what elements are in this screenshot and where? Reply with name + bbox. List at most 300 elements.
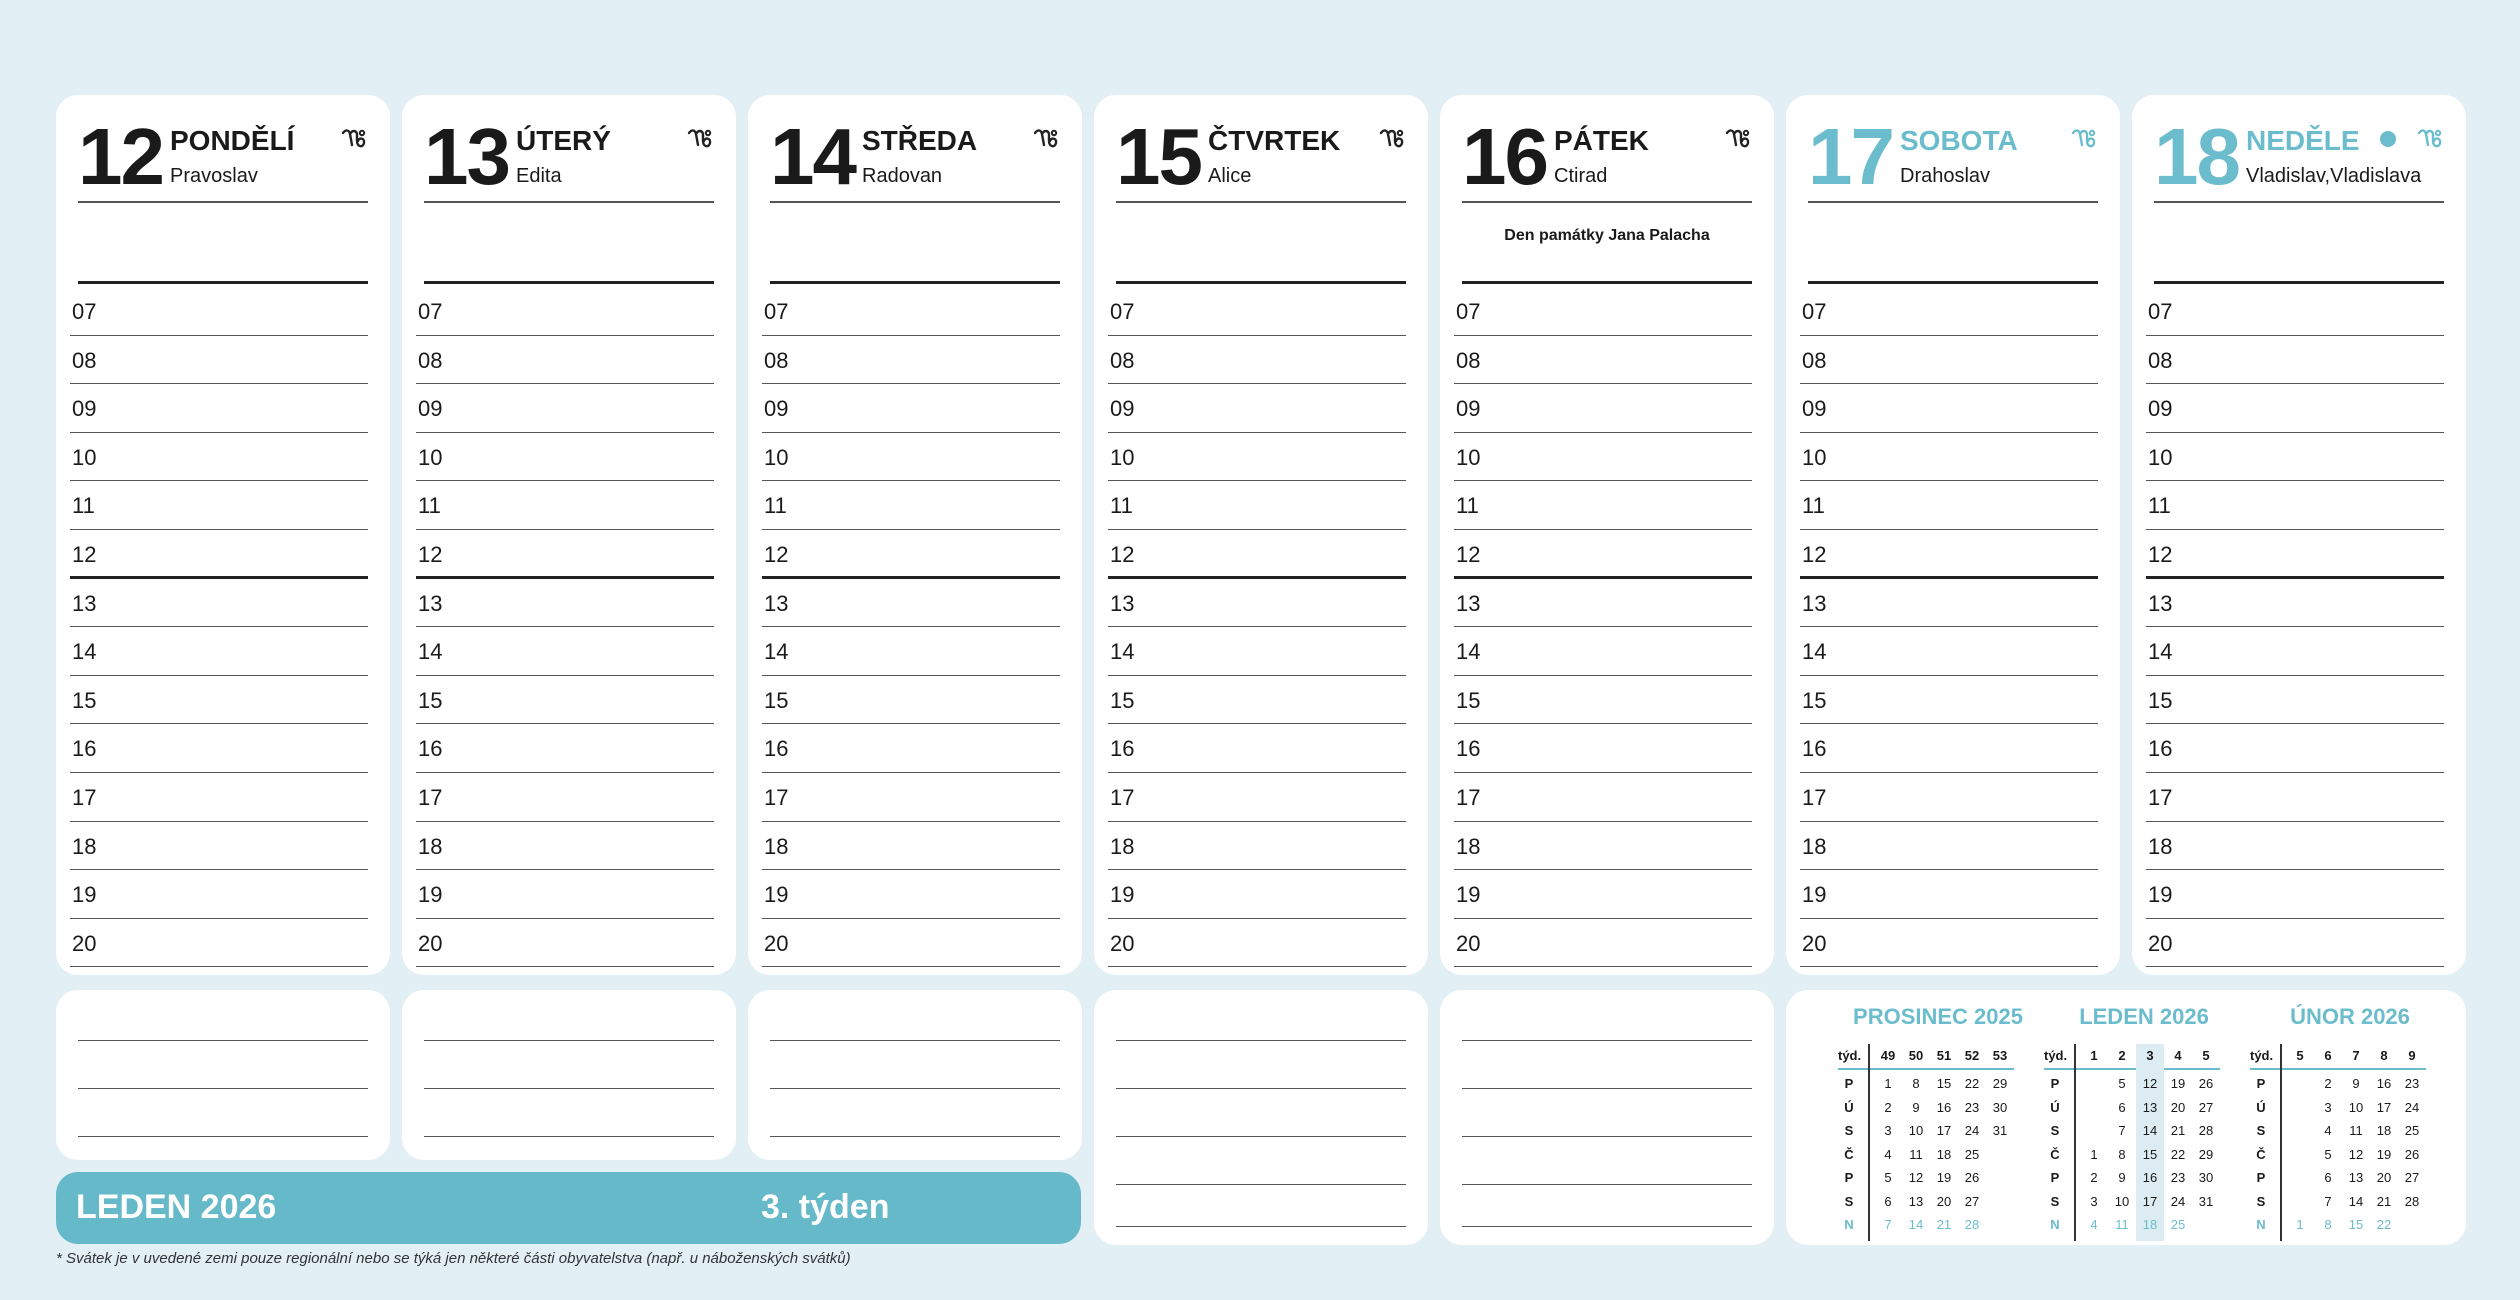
hour-row[interactable] bbox=[1800, 870, 2098, 919]
day-nameday: Ctirad bbox=[1554, 165, 1608, 187]
banner-week: 3. týden bbox=[761, 1188, 890, 1226]
date-cell: 31 bbox=[2198, 1193, 2214, 1209]
hour-row[interactable] bbox=[1454, 336, 1752, 385]
hour-row[interactable] bbox=[1108, 579, 1406, 628]
week-number: 51 bbox=[1936, 1048, 1952, 1063]
hour-row[interactable] bbox=[762, 627, 1060, 676]
date-cell: 4 bbox=[1884, 1146, 1892, 1162]
hour-label: 17 bbox=[764, 784, 789, 810]
weekday-label: Ú bbox=[1844, 1099, 1854, 1115]
hour-row[interactable] bbox=[1800, 724, 2098, 773]
hour-row[interactable] bbox=[70, 336, 368, 385]
day-column[interactable] bbox=[1440, 95, 1774, 975]
hour-row[interactable] bbox=[1108, 384, 1406, 433]
weekday-label: S bbox=[1844, 1123, 1854, 1138]
hour-list bbox=[1454, 287, 1752, 967]
hour-row[interactable] bbox=[70, 676, 368, 725]
weekday-label: Č bbox=[1844, 1146, 1854, 1162]
hour-row[interactable] bbox=[1108, 287, 1406, 336]
hour-row[interactable] bbox=[1454, 481, 1752, 530]
capricorn-icon bbox=[1032, 125, 1060, 153]
hour-label: 17 bbox=[418, 784, 443, 810]
hour-row[interactable] bbox=[70, 384, 368, 433]
hour-label: 15 bbox=[764, 687, 789, 713]
hour-row[interactable] bbox=[70, 530, 368, 579]
mini-calendar-divider bbox=[1868, 1044, 1870, 1241]
hour-label: 20 bbox=[764, 930, 789, 956]
hour-row[interactable] bbox=[1454, 627, 1752, 676]
hour-row[interactable] bbox=[1454, 384, 1752, 433]
notes-card-1[interactable] bbox=[56, 990, 390, 1160]
hour-label: 13 bbox=[2148, 590, 2173, 616]
hour-row[interactable] bbox=[1800, 676, 2098, 725]
date-cell: 10 bbox=[2348, 1099, 2364, 1115]
hour-list bbox=[2146, 287, 2444, 967]
hour-row[interactable] bbox=[2146, 676, 2444, 725]
date-cell: 25 bbox=[1964, 1146, 1980, 1162]
hour-label: 10 bbox=[1802, 444, 1827, 470]
notes-card-3[interactable] bbox=[748, 990, 1082, 1160]
hour-label: 12 bbox=[1110, 541, 1135, 567]
hour-row[interactable] bbox=[1454, 773, 1752, 822]
date-cell: 11 bbox=[1909, 1146, 1923, 1162]
date-cell: 13 bbox=[1908, 1193, 1924, 1209]
day-nameday: Radovan bbox=[862, 165, 943, 187]
hour-row[interactable] bbox=[416, 384, 714, 433]
date-cell: 2 bbox=[1884, 1099, 1892, 1115]
day-nameday: Vladislav,Vladislava bbox=[2246, 165, 2422, 187]
day-name: ČTVRTEK bbox=[1208, 125, 1341, 156]
hour-label: 12 bbox=[1802, 541, 1827, 567]
notes-card-5[interactable] bbox=[1440, 990, 1774, 1245]
hour-row[interactable] bbox=[1454, 822, 1752, 871]
hour-label: 18 bbox=[1456, 833, 1481, 859]
hour-row[interactable] bbox=[2146, 530, 2444, 579]
hour-label: 15 bbox=[1456, 687, 1481, 713]
day-name: SOBOTA bbox=[1900, 125, 2018, 156]
hour-row[interactable] bbox=[70, 433, 368, 482]
date-cell: 15 bbox=[2142, 1146, 2158, 1162]
hour-label: 18 bbox=[2148, 833, 2173, 859]
hour-row[interactable] bbox=[762, 870, 1060, 919]
hour-row[interactable] bbox=[1108, 481, 1406, 530]
hour-label: 20 bbox=[1802, 930, 1827, 956]
hour-row[interactable] bbox=[1454, 287, 1752, 336]
hour-row[interactable] bbox=[70, 627, 368, 676]
day-note[interactable] bbox=[1808, 201, 2098, 284]
notes-card-4[interactable] bbox=[1094, 990, 1428, 1245]
hour-label: 09 bbox=[418, 396, 443, 422]
hour-row[interactable] bbox=[1454, 530, 1752, 579]
hour-list bbox=[70, 287, 368, 967]
hour-row[interactable] bbox=[2146, 919, 2444, 968]
hour-label: 20 bbox=[418, 930, 443, 956]
hour-row[interactable] bbox=[416, 287, 714, 336]
weekday-label: P bbox=[2050, 1076, 2060, 1091]
hour-label: 10 bbox=[418, 444, 443, 470]
hour-row[interactable] bbox=[762, 579, 1060, 628]
hour-label: 20 bbox=[1456, 930, 1481, 956]
day-column[interactable] bbox=[748, 95, 1082, 975]
date-cell: 11 bbox=[2349, 1123, 2363, 1138]
hour-row[interactable] bbox=[70, 287, 368, 336]
date-cell: 23 bbox=[1964, 1099, 1980, 1115]
hour-label: 15 bbox=[1110, 687, 1135, 713]
date-cell: 16 bbox=[2142, 1170, 2158, 1185]
date-cell: 28 bbox=[2404, 1193, 2420, 1209]
hour-row[interactable] bbox=[1454, 919, 1752, 968]
hour-row[interactable] bbox=[1800, 822, 2098, 871]
hour-row[interactable] bbox=[762, 530, 1060, 579]
date-cell: 22 bbox=[2170, 1146, 2186, 1162]
hour-label: 17 bbox=[72, 784, 97, 810]
hour-label: 07 bbox=[2148, 299, 2173, 324]
day-header bbox=[424, 112, 714, 203]
hour-list bbox=[416, 287, 714, 967]
date-cell: 25 bbox=[2170, 1217, 2186, 1232]
mini-calendar-title: PROSINEC 2025 bbox=[1853, 1004, 2023, 1029]
hour-row[interactable] bbox=[1454, 676, 1752, 725]
date-cell: 10 bbox=[2114, 1193, 2130, 1209]
hour-row[interactable] bbox=[1108, 773, 1406, 822]
date-cell: 2 bbox=[2090, 1170, 2098, 1185]
notes-card-2[interactable] bbox=[402, 990, 736, 1160]
hour-row[interactable] bbox=[70, 870, 368, 919]
date-cell: 20 bbox=[1936, 1193, 1952, 1209]
hour-row[interactable] bbox=[762, 287, 1060, 336]
hour-row[interactable] bbox=[1800, 287, 2098, 336]
week-label: týd. bbox=[2250, 1048, 2274, 1063]
hour-row[interactable] bbox=[416, 579, 714, 628]
hour-row[interactable] bbox=[70, 579, 368, 628]
hour-row[interactable] bbox=[1800, 481, 2098, 530]
week-number: 3 bbox=[2146, 1048, 2154, 1063]
hour-row[interactable] bbox=[762, 822, 1060, 871]
hour-label: 19 bbox=[72, 882, 97, 908]
date-cell: 16 bbox=[1936, 1099, 1952, 1115]
hour-row[interactable] bbox=[1800, 384, 2098, 433]
hour-row[interactable] bbox=[416, 627, 714, 676]
hour-row[interactable] bbox=[1454, 579, 1752, 628]
banner-month: LEDEN 2026 bbox=[76, 1188, 277, 1226]
hour-row[interactable] bbox=[2146, 287, 2444, 336]
hour-label: 09 bbox=[1456, 396, 1481, 422]
hour-row[interactable] bbox=[416, 919, 714, 968]
weekday-label: P bbox=[2050, 1170, 2060, 1185]
weekday-label: Č bbox=[2050, 1146, 2060, 1162]
hour-label: 18 bbox=[1802, 833, 1827, 859]
hour-row[interactable] bbox=[2146, 579, 2444, 628]
hour-row[interactable] bbox=[1800, 530, 2098, 579]
hour-label: 08 bbox=[1802, 347, 1827, 373]
day-note[interactable] bbox=[770, 201, 1060, 284]
mini-calendar-title: LEDEN 2026 bbox=[2079, 1004, 2209, 1029]
date-cell: 4 bbox=[2324, 1123, 2332, 1138]
hour-row[interactable] bbox=[1454, 433, 1752, 482]
hour-row[interactable] bbox=[416, 530, 714, 579]
hour-label: 17 bbox=[1802, 784, 1827, 810]
date-cell: 11 bbox=[2115, 1217, 2129, 1232]
weekday-label: P bbox=[2256, 1076, 2266, 1091]
capricorn-icon bbox=[2070, 125, 2098, 153]
hour-label: 16 bbox=[764, 736, 789, 762]
date-cell: 27 bbox=[1964, 1193, 1980, 1209]
hour-row[interactable] bbox=[2146, 481, 2444, 530]
hour-row[interactable] bbox=[416, 336, 714, 385]
hour-row[interactable] bbox=[762, 384, 1060, 433]
hour-label: 16 bbox=[418, 736, 443, 762]
date-cell: 12 bbox=[2348, 1146, 2364, 1162]
day-number: 17 bbox=[1808, 112, 1893, 201]
hour-row[interactable] bbox=[1108, 822, 1406, 871]
hour-row[interactable] bbox=[762, 481, 1060, 530]
hour-row[interactable] bbox=[1800, 627, 2098, 676]
hour-label: 13 bbox=[764, 590, 789, 616]
day-note[interactable] bbox=[78, 201, 368, 284]
date-cell: 14 bbox=[2348, 1193, 2364, 1209]
hour-list bbox=[1800, 287, 2098, 967]
hour-label: 12 bbox=[764, 541, 789, 567]
hour-row[interactable] bbox=[2146, 336, 2444, 385]
hour-row[interactable] bbox=[762, 433, 1060, 482]
day-number: 12 bbox=[78, 112, 163, 201]
day-note[interactable] bbox=[2154, 201, 2444, 284]
hour-row[interactable] bbox=[1800, 773, 2098, 822]
date-cell: 30 bbox=[1992, 1099, 2008, 1115]
day-name: PONDĚLÍ bbox=[170, 125, 295, 156]
hour-row[interactable] bbox=[70, 773, 368, 822]
hour-label: 10 bbox=[1456, 444, 1481, 470]
hour-label: 20 bbox=[1110, 930, 1135, 956]
hour-label: 13 bbox=[1110, 590, 1135, 616]
hour-label: 14 bbox=[764, 639, 789, 665]
hour-row[interactable] bbox=[2146, 384, 2444, 433]
hour-row[interactable] bbox=[2146, 822, 2444, 871]
hour-row[interactable] bbox=[2146, 870, 2444, 919]
hour-row[interactable] bbox=[1108, 870, 1406, 919]
hour-row[interactable] bbox=[1800, 336, 2098, 385]
hour-label: 12 bbox=[418, 541, 443, 567]
week-number: 6 bbox=[2324, 1048, 2332, 1063]
date-cell: 6 bbox=[2324, 1170, 2332, 1185]
date-cell: 9 bbox=[2352, 1076, 2360, 1091]
date-cell: 19 bbox=[1936, 1170, 1952, 1185]
hour-label: 18 bbox=[72, 833, 97, 859]
hour-label: 10 bbox=[764, 444, 789, 470]
hour-row[interactable] bbox=[762, 676, 1060, 725]
hour-row[interactable] bbox=[1454, 870, 1752, 919]
date-cell: 8 bbox=[2118, 1146, 2126, 1162]
hour-row[interactable] bbox=[1108, 627, 1406, 676]
hour-label: 16 bbox=[2148, 736, 2173, 762]
hour-row[interactable] bbox=[70, 481, 368, 530]
hour-row[interactable] bbox=[70, 919, 368, 968]
week-number: 49 bbox=[1880, 1048, 1896, 1063]
day-column[interactable] bbox=[402, 95, 736, 975]
week-number: 2 bbox=[2118, 1048, 2126, 1063]
hour-label: 16 bbox=[72, 736, 97, 762]
date-cell: 16 bbox=[2376, 1076, 2392, 1091]
mini-calendar-divider bbox=[2074, 1044, 2076, 1241]
hour-row[interactable] bbox=[1108, 530, 1406, 579]
mini-calendar-title: ÚNOR 2026 bbox=[2290, 1004, 2410, 1029]
date-cell: 3 bbox=[1884, 1123, 1892, 1138]
date-cell: 14 bbox=[1908, 1217, 1924, 1232]
week-number: 8 bbox=[2380, 1048, 2388, 1063]
day-name: ÚTERÝ bbox=[516, 125, 611, 156]
hour-label: 14 bbox=[1456, 639, 1481, 665]
date-cell: 18 bbox=[1936, 1146, 1952, 1162]
hour-label: 15 bbox=[2148, 687, 2173, 713]
day-header bbox=[78, 112, 368, 203]
date-cell: 22 bbox=[2376, 1217, 2392, 1232]
day-column[interactable] bbox=[1094, 95, 1428, 975]
hour-row[interactable] bbox=[416, 870, 714, 919]
hour-label: 08 bbox=[418, 347, 443, 373]
holiday-dot-icon bbox=[2380, 131, 2396, 147]
date-cell: 3 bbox=[2090, 1193, 2098, 1209]
hour-label: 16 bbox=[1110, 736, 1135, 762]
day-header bbox=[1462, 112, 1752, 203]
weekday-label: Ú bbox=[2256, 1099, 2266, 1115]
day-column[interactable] bbox=[1786, 95, 2120, 975]
hour-label: 17 bbox=[2148, 784, 2173, 810]
hour-label: 14 bbox=[2148, 639, 2173, 665]
date-cell: 15 bbox=[1936, 1076, 1952, 1091]
date-cell: 19 bbox=[2170, 1076, 2186, 1091]
date-cell: 27 bbox=[2404, 1170, 2420, 1185]
hour-row[interactable] bbox=[762, 336, 1060, 385]
day-name: STŘEDA bbox=[862, 125, 978, 156]
week-label: týd. bbox=[1838, 1048, 1862, 1063]
hour-label: 13 bbox=[1802, 590, 1827, 616]
day-note-text: Den památky Jana Palacha bbox=[1504, 227, 1710, 244]
day-note[interactable] bbox=[1462, 201, 1752, 284]
hour-row[interactable] bbox=[416, 481, 714, 530]
hour-label: 09 bbox=[764, 396, 789, 422]
hour-row[interactable] bbox=[762, 724, 1060, 773]
hour-label: 19 bbox=[1110, 882, 1135, 908]
hour-label: 20 bbox=[72, 930, 97, 956]
weekday-label: N bbox=[2050, 1217, 2060, 1232]
hour-label: 11 bbox=[72, 493, 95, 519]
hour-row[interactable] bbox=[1108, 676, 1406, 725]
date-cell: 24 bbox=[2170, 1193, 2186, 1209]
week-number: 4 bbox=[2174, 1048, 2182, 1063]
capricorn-icon bbox=[1378, 125, 1406, 153]
hour-row[interactable] bbox=[70, 724, 368, 773]
date-cell: 18 bbox=[2142, 1217, 2158, 1232]
day-number: 18 bbox=[2154, 112, 2239, 201]
hour-label: 17 bbox=[1110, 784, 1135, 810]
hour-list bbox=[762, 287, 1060, 967]
hour-label: 19 bbox=[2148, 882, 2173, 908]
hour-label: 18 bbox=[1110, 833, 1135, 859]
hour-label: 07 bbox=[764, 299, 789, 324]
hour-row[interactable] bbox=[1800, 579, 2098, 628]
date-cell: 20 bbox=[2170, 1099, 2186, 1115]
week-number: 52 bbox=[1964, 1048, 1980, 1063]
date-cell: 5 bbox=[2118, 1076, 2126, 1091]
hour-label: 15 bbox=[1802, 687, 1827, 713]
hour-row[interactable] bbox=[1108, 336, 1406, 385]
day-nameday: Pravoslav bbox=[170, 165, 258, 187]
hour-row[interactable] bbox=[416, 724, 714, 773]
hour-label: 08 bbox=[764, 347, 789, 373]
hour-label: 07 bbox=[1110, 299, 1135, 324]
hour-list bbox=[1108, 287, 1406, 967]
hour-label: 07 bbox=[418, 299, 443, 324]
day-column[interactable] bbox=[56, 95, 390, 975]
hour-row[interactable] bbox=[2146, 724, 2444, 773]
date-cell: 10 bbox=[1908, 1123, 1924, 1138]
hour-row[interactable] bbox=[416, 433, 714, 482]
week-number: 53 bbox=[1992, 1048, 2008, 1063]
hour-label: 08 bbox=[72, 347, 97, 373]
hour-row[interactable] bbox=[762, 773, 1060, 822]
date-cell: 25 bbox=[2404, 1123, 2420, 1138]
day-note[interactable] bbox=[1116, 201, 1406, 284]
hour-label: 15 bbox=[418, 687, 443, 713]
date-cell: 26 bbox=[1964, 1170, 1980, 1185]
hour-row[interactable] bbox=[1108, 724, 1406, 773]
date-cell: 5 bbox=[1884, 1170, 1892, 1185]
day-column[interactable] bbox=[2132, 95, 2466, 975]
week-number: 9 bbox=[2408, 1048, 2416, 1063]
hour-row[interactable] bbox=[1800, 919, 2098, 968]
weekday-label: P bbox=[2256, 1170, 2266, 1185]
month-week-banner bbox=[56, 1172, 1081, 1244]
hour-label: 12 bbox=[1456, 541, 1481, 567]
day-name: PÁTEK bbox=[1554, 125, 1649, 156]
hour-label: 11 bbox=[1456, 493, 1479, 519]
mini-calendars-card bbox=[1786, 990, 2466, 1245]
date-cell: 3 bbox=[2324, 1099, 2332, 1115]
hour-row[interactable] bbox=[2146, 627, 2444, 676]
hour-row[interactable] bbox=[762, 919, 1060, 968]
hour-row[interactable] bbox=[1454, 724, 1752, 773]
hour-row[interactable] bbox=[70, 822, 368, 871]
hour-row[interactable] bbox=[1800, 433, 2098, 482]
hour-label: 18 bbox=[764, 833, 789, 859]
hour-row[interactable] bbox=[1108, 433, 1406, 482]
hour-label: 10 bbox=[2148, 444, 2173, 470]
date-cell: 14 bbox=[2142, 1123, 2158, 1138]
date-cell: 22 bbox=[1964, 1076, 1980, 1091]
hour-label: 17 bbox=[1456, 784, 1481, 810]
date-cell: 8 bbox=[1912, 1076, 1920, 1091]
hour-row[interactable] bbox=[416, 773, 714, 822]
week-number: 5 bbox=[2202, 1048, 2210, 1063]
date-cell: 19 bbox=[2376, 1146, 2392, 1162]
hour-row[interactable] bbox=[1108, 919, 1406, 968]
weekday-label: S bbox=[2256, 1193, 2266, 1209]
current-week-highlight bbox=[2136, 1044, 2164, 1241]
hour-label: 14 bbox=[1802, 639, 1827, 665]
hour-row[interactable] bbox=[416, 822, 714, 871]
hour-label: 11 bbox=[1802, 493, 1825, 519]
date-cell: 21 bbox=[2376, 1193, 2392, 1209]
day-header bbox=[770, 112, 1060, 203]
day-number: 13 bbox=[424, 112, 509, 201]
hour-row[interactable] bbox=[2146, 773, 2444, 822]
date-cell: 26 bbox=[2404, 1146, 2420, 1162]
day-note[interactable] bbox=[424, 201, 714, 284]
hour-row[interactable] bbox=[2146, 433, 2444, 482]
hour-label: 15 bbox=[72, 687, 97, 713]
hour-label: 19 bbox=[1802, 882, 1827, 908]
hour-row[interactable] bbox=[416, 676, 714, 725]
